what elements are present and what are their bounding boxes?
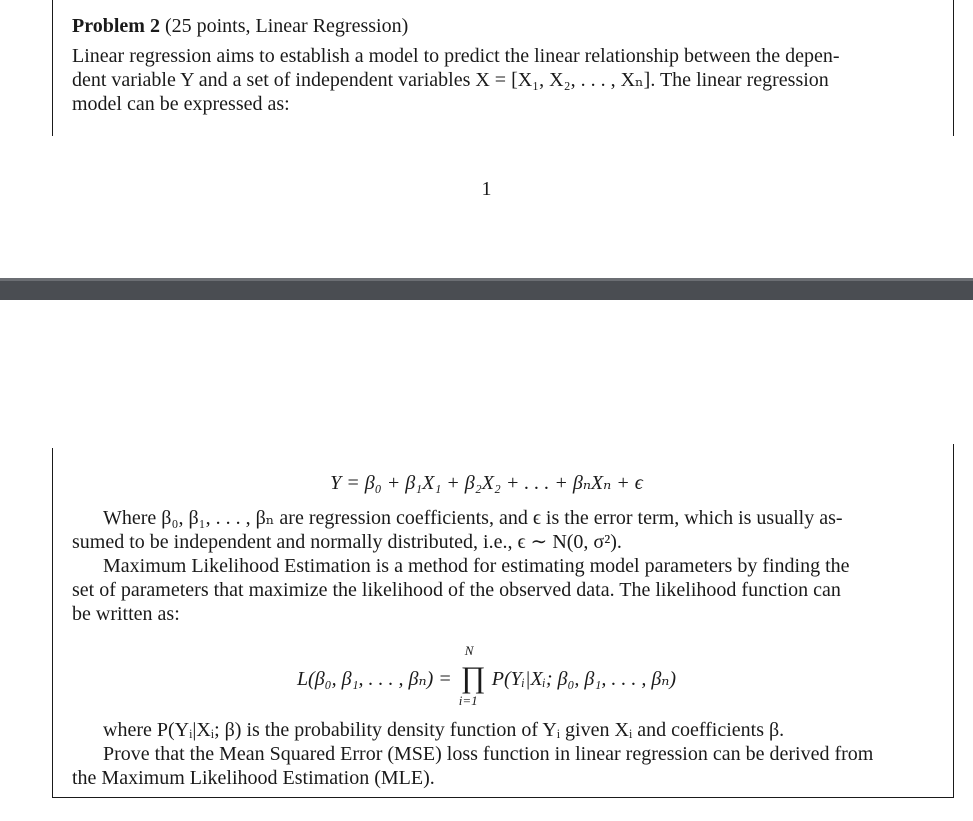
mle-line: set of parameters that maximize the likelihood of the observed data. The likelihood function can bbox=[72, 579, 841, 601]
page-top bbox=[0, 0, 973, 278]
product-lower-limit: i=1 bbox=[458, 693, 478, 709]
mle-line: Maximum Likelihood Estimation is a method for estimating model parameters by finding the bbox=[103, 555, 850, 577]
mle-line: be written as: bbox=[72, 603, 180, 625]
right-margin-rule bbox=[953, 444, 954, 798]
page-number: 1 bbox=[481, 178, 492, 200]
problem-heading bbox=[72, 14, 408, 38]
product-symbol: ∏ bbox=[460, 661, 486, 695]
page-separator bbox=[0, 278, 973, 300]
page-bottom bbox=[0, 300, 973, 821]
closing-paragraph bbox=[72, 718, 934, 790]
product-upper-limit: N bbox=[464, 643, 474, 659]
closing-line: where P(Yᵢ|Xᵢ; β) is the probability density function of Yᵢ given Xᵢ and coefficients β. bbox=[103, 719, 785, 741]
where-line: Where β₀, β₁, . . . , βₙ are regression coefficients, and ϵ is the error term, which is usually as- bbox=[103, 507, 843, 529]
product-operator bbox=[458, 643, 486, 709]
intro-paragraph bbox=[72, 44, 934, 116]
where-paragraph bbox=[72, 506, 934, 554]
likelihood-rhs: P(Yᵢ|Xᵢ; β₀, β₁, . . . , βₙ) bbox=[491, 668, 677, 690]
bottom-margin-rule bbox=[52, 797, 954, 798]
likelihood-lhs: L(β₀, β₁, . . . , βₙ) = bbox=[296, 668, 452, 690]
left-margin-rule bbox=[52, 448, 53, 798]
left-margin-rule bbox=[52, 0, 53, 136]
intro-line: model can be expressed as: bbox=[72, 93, 290, 115]
problem-title: Problem 2 bbox=[72, 15, 160, 37]
closing-line: the Maximum Likelihood Estimation (MLE). bbox=[72, 767, 435, 789]
right-margin-rule bbox=[953, 0, 954, 136]
where-line: sumed to be independent and normally distributed, i.e., ϵ ∼ N(0, σ²). bbox=[72, 531, 622, 553]
likelihood-equation bbox=[0, 643, 973, 709]
intro-line: Linear regression aims to establish a model to predict the linear relationship between the depen- bbox=[72, 45, 840, 67]
mle-paragraph bbox=[72, 554, 934, 626]
closing-line: Prove that the Mean Squared Error (MSE) loss function in linear regression can be derived from bbox=[103, 743, 874, 765]
intro-line: dent variable Y and a set of independent variables X = [X₁, X₂, . . . , Xₙ]. The linear regression bbox=[72, 69, 829, 91]
regression-equation: Y = β₀ + β₁X₁ + β₂X₂ + . . . + βₙXₙ + ϵ bbox=[330, 472, 643, 494]
problem-subtitle: (25 points, Linear Regression) bbox=[164, 15, 409, 37]
